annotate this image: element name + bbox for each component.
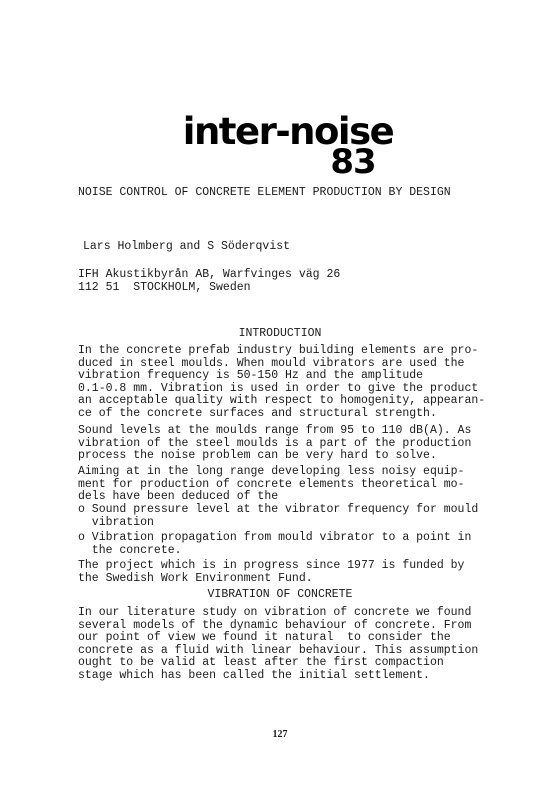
bullet-item-vibration-propagation: o Vibration propagation from mould vibrator to a point in the concrete. <box>78 531 472 557</box>
page-number: 127 <box>272 729 288 740</box>
affiliation-line-2: 112 51 STOCKHOLM, Sweden <box>78 281 251 294</box>
conference-year-logo: 83 <box>330 142 376 182</box>
authors: Lars Holmberg and S Söderqvist <box>83 240 291 253</box>
conference-logo-text: inter-noise <box>182 110 394 153</box>
bullet-item-sound-pressure: o Sound pressure level at the vibrator frequency for mould vibration <box>78 503 479 529</box>
intro-paragraph-3: Aiming at in the long range developing less noisy equip- ment for production of concrete elements theoretical mo- dels have been deduced of the <box>78 465 465 504</box>
intro-paragraph-1: In the concrete prefab industry building elements are pro- duced in steel moulds. When mould vibrators are used the vibration frequency is 50-150 Hz and the amplitude 0.1-0.8 mm. Vibration is used in order to give the product an acceptable quality with respect to homogenity, appearan- ce of the concrete surfaces and structural strength. <box>78 344 486 420</box>
affiliation-line-1: IFH Akustikbyrån AB, Warfvinges väg 26 <box>78 268 341 281</box>
vibration-paragraph-1: In our literature study on vibration of concrete we found several models of the dynamic behaviour of concrete. From our point of view we found it natural to consider the concrete as a fluid with linear behaviour. This assumption ought to be valid at least after the first compaction stage which has been called the initial settlement. <box>78 606 479 682</box>
paper-title: NOISE CONTROL OF CONCRETE ELEMENT PRODUCTION BY DESIGN <box>78 186 451 199</box>
intro-paragraph-4: The project which is in progress since 1977 is funded by the Swedish Work Environment Fund. <box>78 559 465 585</box>
intro-paragraph-2: Sound levels at the moulds range from 95 to 110 dB(A). As vibration of the steel moulds is a part of the production process the noise problem can be very hard to solve. <box>78 424 472 463</box>
vibration-heading: VIBRATION OF CONCRETE <box>207 588 353 601</box>
introduction-heading: INTRODUCTION <box>238 327 322 340</box>
